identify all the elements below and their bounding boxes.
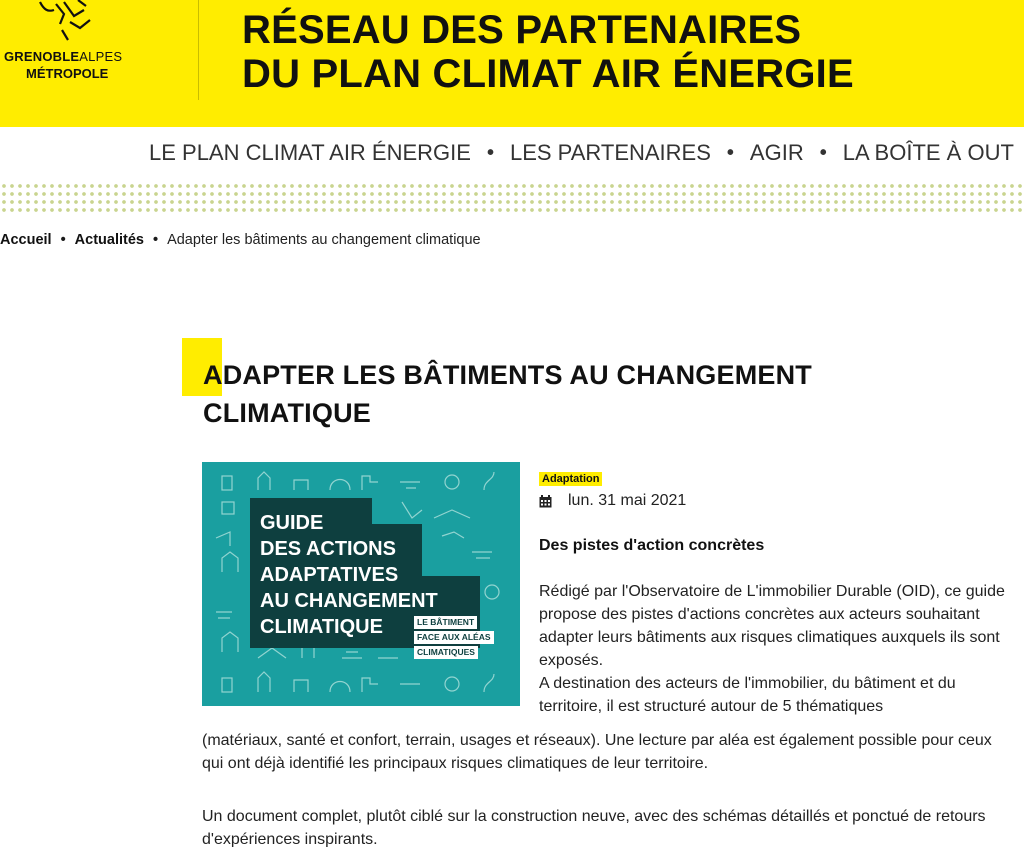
nav-item-agir[interactable]: AGIR xyxy=(749,140,804,165)
article-paragraph-1: Rédigé par l'Observatoire de L'immobilier Durable (OID), ce guide propose des pistes d'actions concrètes aux acteurs souhaitant adapter leurs bâtiments aux risques climatiques auxquels ils sont exposés. A destination des acteurs de l'immobilier, du bâtiment et du territoire, il est structuré autour de 5 thématiques xyxy=(539,583,1005,715)
main-nav xyxy=(0,140,1024,176)
nav-separator: • xyxy=(486,141,494,164)
logo-divider xyxy=(198,0,199,100)
category-tag[interactable]: Adaptation xyxy=(539,472,602,486)
breadcrumb xyxy=(0,232,481,248)
decorative-dots-band xyxy=(0,182,1024,212)
calendar-icon xyxy=(539,495,552,508)
article-paragraph-2: Un document complet, plutôt ciblé sur la construction neuve, avec des schémas détaillés et ponctué de retours d'expériences inspirants. xyxy=(202,808,986,847)
date-text: lun. 31 mai 2021 xyxy=(568,492,687,509)
site-title[interactable]: RÉSEAU DES PARTENAIRES DU PLAN CLIMAT AIR ÉNERGIE xyxy=(242,8,854,96)
guide-subtitle: LE BÂTIMENT FACE AUX ALÉAS CLIMATIQUES xyxy=(414,616,498,661)
nav-item-partenaires[interactable]: LES PARTENAIRES xyxy=(509,140,711,165)
breadcrumb-separator: • xyxy=(60,232,66,248)
nav-separator: • xyxy=(726,141,734,164)
nav-item-boite-a-outils[interactable]: LA BOÎTE À OUT xyxy=(842,140,1014,165)
article-subtitle: Des pistes d'action concrètes xyxy=(539,537,765,554)
breadcrumb-current: Adapter les bâtiments au changement climatique xyxy=(167,232,481,248)
site-logo[interactable] xyxy=(0,0,200,100)
logo-text-line2: MÉTROPOLE xyxy=(26,66,109,81)
guide-cover-image xyxy=(202,462,520,706)
article-paragraph-1-continued: (matériaux, santé et confort, terrain, usages et réseaux). Une lecture par aléa est également possible pour ceux qui ont déjà identifié les principaux risques climatiques de leur territoire. xyxy=(202,732,992,772)
breadcrumb-home-link[interactable]: Accueil xyxy=(0,232,52,248)
breadcrumb-separator: • xyxy=(152,232,159,248)
nav-separator: • xyxy=(819,141,827,164)
breadcrumb-section-link[interactable]: Actualités xyxy=(74,232,144,248)
publish-date xyxy=(539,492,686,510)
guide-title-text: GUIDE DES ACTIONS ADAPTATIVES AU CHANGEMENT CLIMATIQUE xyxy=(260,512,438,638)
nav-item-plan-climat[interactable]: LE PLAN CLIMAT AIR ÉNERGIE xyxy=(149,140,471,165)
site-header xyxy=(0,0,1024,127)
page-title: ADAPTER LES BÂTIMENTS AU CHANGEMENT CLIMATIQUE xyxy=(203,360,813,428)
logo-text-line1: GRENOBLEALPES xyxy=(4,49,123,64)
logo-mark-icon xyxy=(34,0,98,44)
